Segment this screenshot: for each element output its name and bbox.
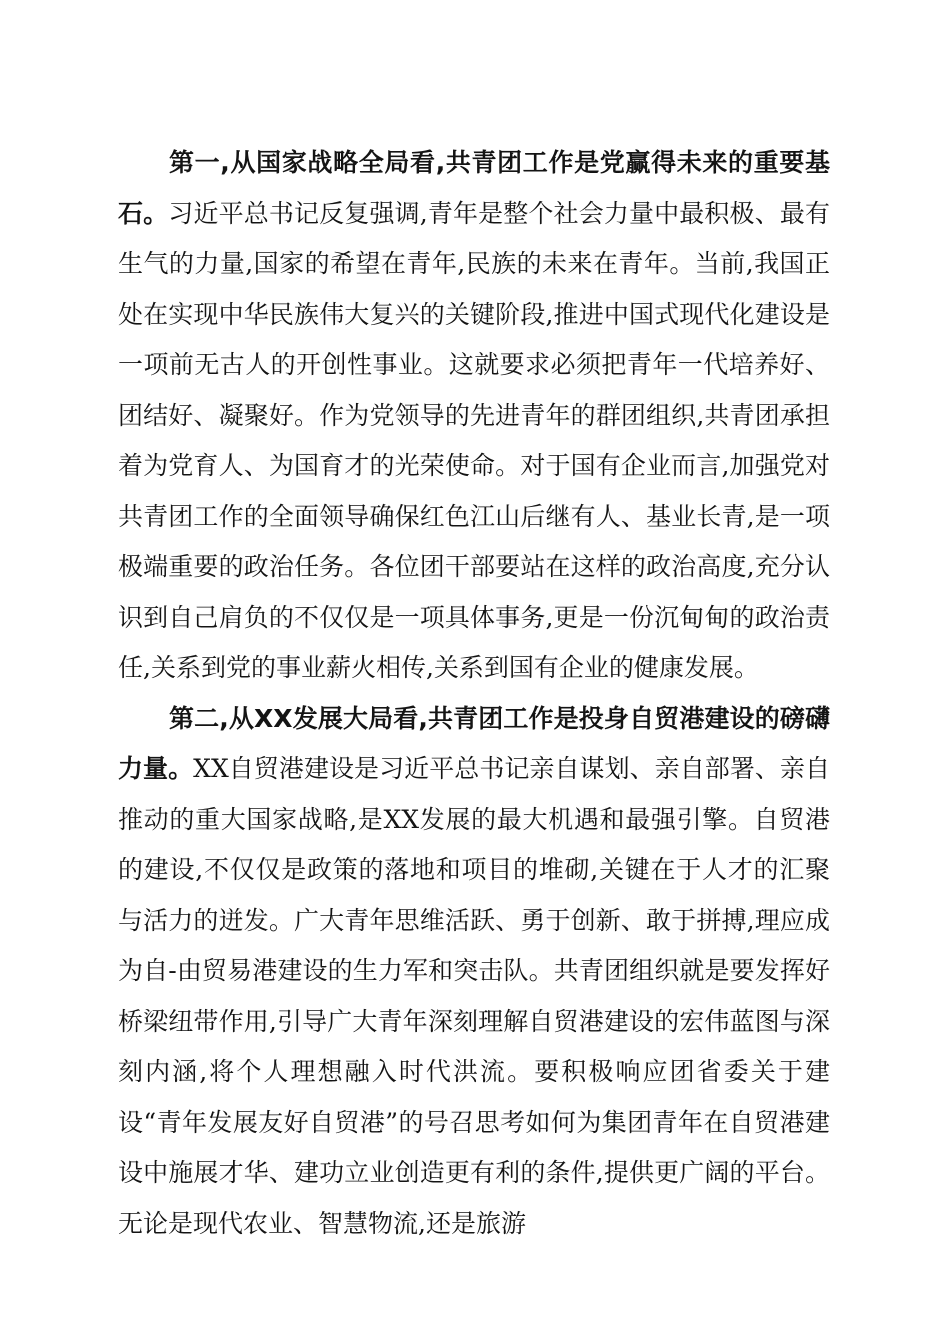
- paragraph-heading: 第一,从国家战略全局看,共青团工作是党赢得未来的重要基石。: [118, 148, 830, 228]
- paragraph-text: XX自贸港建设是习近平总书记亲自谋划、亲自部署、亲自推动的重大国家战略,是XX发展的最大机遇和最强引擎。自贸港的建设,不仅仅是政策的落地和项目的堆砌,关键在于人才的汇聚与活力的迸发。广大青年思维活跃、勇于创新、敢于拼搏,理应成为自-由贸易港建设的生力军和突击队。共青团组织就是要发挥好桥梁纽带作用,引导广大青年深刻理解自贸港建设的宏伟蓝图与深刻内涵,将个人理想融入时代洪流。要积极响应团省委关于建设“青年发展友好自贸港”的号召思考如何为集团青年在自贸港建设中施展才华、建功立业创造更有利的条件,提供更广阔的平台。无论是现代农业、智慧物流,还是旅游: [118, 754, 830, 1238]
- paragraph-national-strategy: [118, 138, 830, 694]
- document-body: [118, 138, 830, 1249]
- paragraph-development: [118, 694, 830, 1250]
- paragraph-text: 习近平总书记反复强调,青年是整个社会力量中最积极、最有生气的力量,国家的希望在青年,民族的未来在青年。当前,我国正处在实现中华民族伟大复兴的关键阶段,推进中国式现代化建设是一项前无古人的开创性事业。这就要求必须把青年一代培养好、团结好、凝聚好。作为党领导的先进青年的群团组织,共青团承担着为党育人、为国育才的光荣使命。对于国有企业而言,加强党对共青团工作的全面领导确保红色江山后继有人、基业长青,是一项极端重要的政治任务。各位团干部要站在这样的政治高度,充分认识到自己肩负的不仅仅是一项具体事务,更是一份沉甸甸的政治责任,关系到党的事业薪火相传,关系到国有企业的健康发展。: [118, 198, 830, 682]
- paragraph-heading: 第二,从XX发展大局看,共青团工作是投身自贸港建设的磅礴力量。: [118, 703, 830, 783]
